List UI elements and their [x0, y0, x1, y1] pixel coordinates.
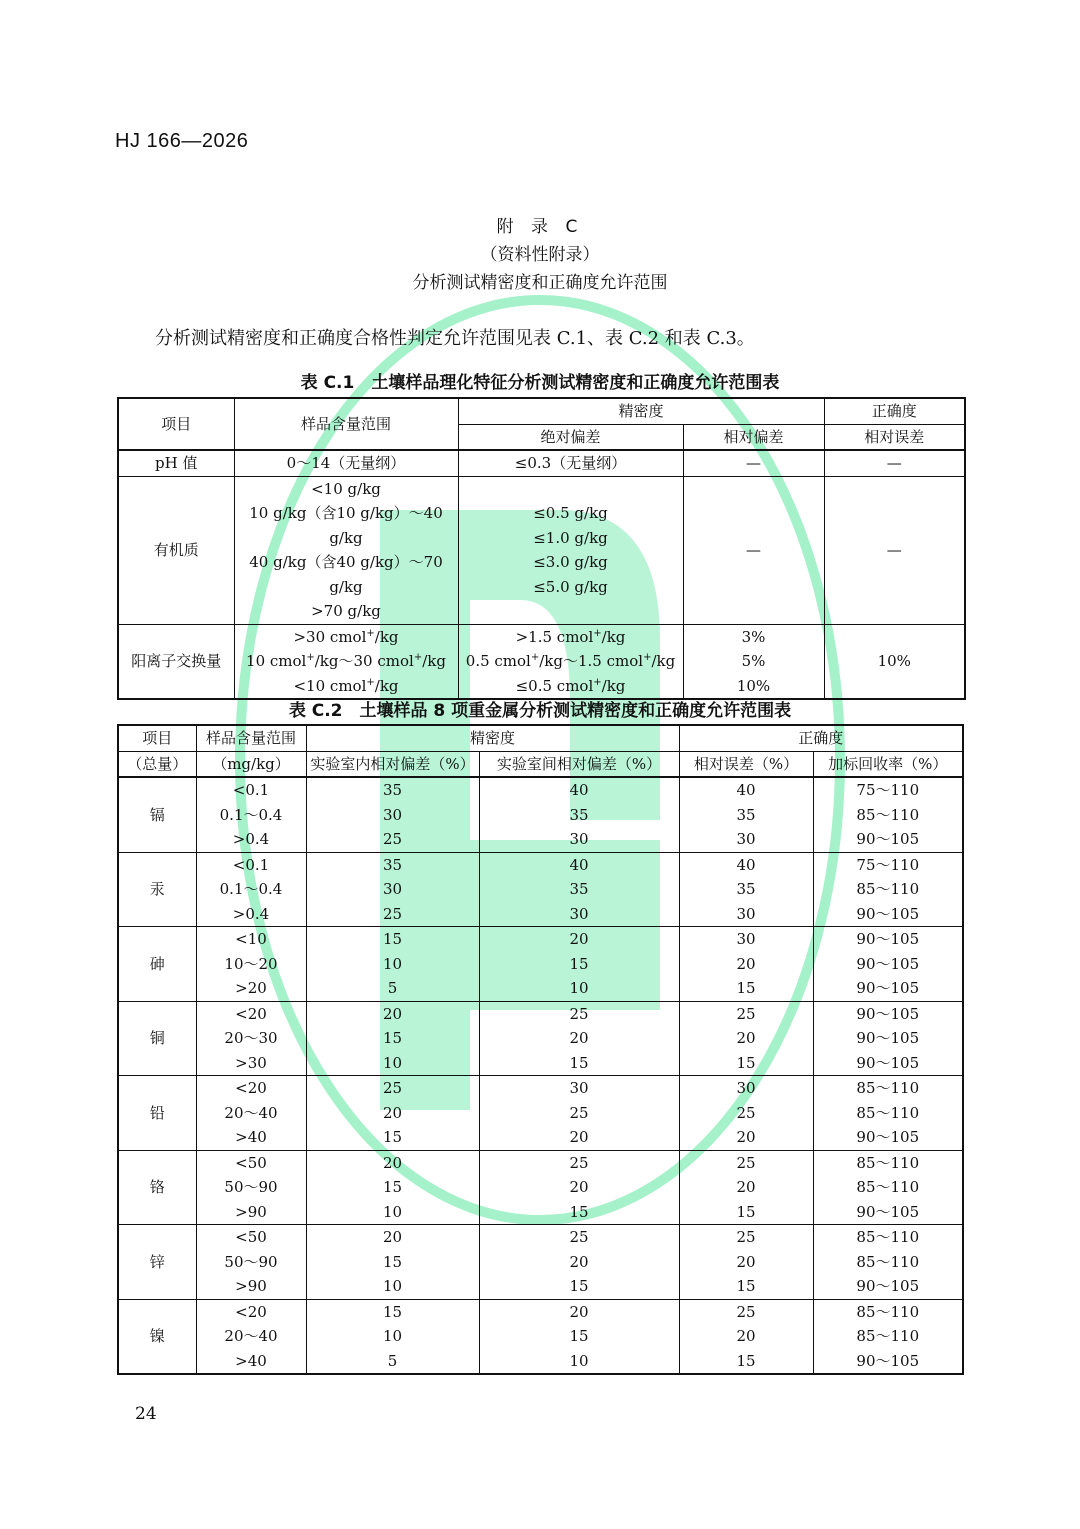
- metal-cell: 20～40: [224, 1103, 278, 1122]
- metal-col-3: [679, 1150, 813, 1225]
- metal-col-4: [813, 1076, 963, 1151]
- metal-cell: 30: [736, 904, 756, 923]
- metal-col-3: [679, 1299, 813, 1374]
- metal-cell: 90～105: [856, 1029, 920, 1047]
- t1-organic-err: —: [824, 476, 965, 624]
- metal-cell: 20: [736, 1327, 756, 1345]
- t1-cec-range: 10 cmol+/kg～30 cmol+/kg: [246, 652, 446, 670]
- metal-col-2: [479, 1225, 679, 1300]
- metal-cell: 30: [569, 830, 589, 848]
- metal-col-1: [306, 1076, 479, 1151]
- t1-header-accuracy: 正确度: [824, 398, 965, 424]
- metal-cell: 40: [736, 855, 756, 874]
- t1-cec-err: 10%: [824, 624, 965, 699]
- t1-ph-err: —: [824, 450, 965, 476]
- table-row: [118, 1299, 963, 1374]
- metal-col-4: [813, 1150, 963, 1225]
- intro-paragraph: 分析测试精密度和正确度合格性判定允许范围见表 C.1、表 C.2 和表 C.3。: [155, 328, 755, 349]
- t1-cec-rel-value: 10%: [736, 676, 771, 695]
- metal-cell: 30: [382, 805, 403, 824]
- metal-cell: 90～105: [856, 1202, 920, 1221]
- metal-cell: 20～40: [224, 1327, 278, 1345]
- metal-cell: >40: [235, 1128, 267, 1146]
- metal-col-0: [196, 1225, 306, 1300]
- metal-cell: 50～90: [224, 1252, 278, 1271]
- metal-cell: 85～110: [856, 1178, 920, 1196]
- metal-cell: <50: [235, 1153, 267, 1172]
- metal-cell: 85～110: [856, 1302, 920, 1321]
- t2-header-recovery: 加标回收率（%）: [813, 751, 963, 777]
- metal-cell: 20: [736, 954, 756, 973]
- table1-caption: 表 C.1 土壤样品理化特征分析测试精密度和正确度允许范围表: [300, 373, 780, 393]
- metal-cell: 30: [736, 1079, 756, 1097]
- metal-cell: 85～110: [856, 1228, 920, 1246]
- metal-col-0: [196, 852, 306, 927]
- metal-cell: 90～105: [856, 930, 920, 948]
- metal-cell: 15: [569, 1277, 589, 1295]
- metal-cell: <20: [235, 1079, 267, 1097]
- t1-organic-abs: [458, 476, 683, 624]
- metal-cell: 20: [569, 1252, 589, 1271]
- metal-cell: 10～20: [224, 954, 278, 973]
- metal-col-3: [679, 1076, 813, 1151]
- metal-name: 砷: [118, 927, 196, 1002]
- metal-cell: <50: [235, 1228, 267, 1246]
- metal-col-1: [306, 1299, 479, 1374]
- t1-cec-rel: [683, 624, 824, 699]
- metal-cell: 15: [736, 1351, 756, 1370]
- metal-cell: >0.4: [232, 830, 270, 848]
- table2-caption: 表 C.2 土壤样品 8 项重金属分析测试精密度和正确度允许范围表: [288, 701, 792, 721]
- metal-cell: 20: [569, 930, 589, 948]
- metal-name: 镉: [118, 777, 196, 852]
- metal-cell: <20: [235, 1302, 267, 1321]
- t1-organic-abs-value: ≤0.5 g/kg: [533, 504, 608, 522]
- metal-name: 锌: [118, 1225, 196, 1300]
- metal-cell: 15: [382, 1029, 403, 1047]
- metal-cell: 90～105: [856, 1004, 920, 1023]
- metal-cell: 20: [382, 1153, 403, 1172]
- table-row: [118, 1076, 963, 1151]
- t1-ph-rel: —: [683, 450, 824, 476]
- metal-cell: 10: [382, 1202, 403, 1221]
- metal-cell: 25: [382, 830, 403, 848]
- metal-cell: 85～110: [856, 1327, 920, 1345]
- metal-name: 镍: [118, 1299, 196, 1374]
- metal-cell: 85～110: [856, 1252, 920, 1271]
- metal-cell: 85～110: [856, 1079, 920, 1097]
- metal-col-4: [813, 927, 963, 1002]
- metal-cell: 35: [382, 781, 403, 799]
- t1-header-precision: 精密度: [458, 398, 824, 424]
- metal-col-1: [306, 927, 479, 1002]
- metal-cell: 15: [736, 1053, 756, 1072]
- metal-cell: 15: [569, 1202, 589, 1221]
- metal-col-2: [479, 1150, 679, 1225]
- metal-cell: 75～110: [856, 781, 920, 799]
- metal-col-4: [813, 852, 963, 927]
- document-id: HJ 166—2026: [115, 130, 249, 152]
- metal-name: 铜: [118, 1001, 196, 1076]
- metal-col-0: [196, 1001, 306, 1076]
- metal-cell: 20: [382, 1228, 403, 1246]
- t1-cec-abs-value: ≤0.5 cmol+/kg: [515, 676, 626, 695]
- metal-cell: 25: [736, 1228, 756, 1246]
- metal-cell: <0.1: [232, 781, 270, 799]
- metal-col-2: [479, 852, 679, 927]
- appendix-subtitle: 分析测试精密度和正确度允许范围: [412, 273, 668, 293]
- metal-cell: 15: [736, 1202, 756, 1221]
- metal-cell: 85～110: [856, 1153, 920, 1172]
- t1-organic-range: 40 g/kg（含40 g/kg）～70 g/kg: [249, 553, 443, 596]
- t2-header-item-sub: （总量）: [118, 751, 196, 777]
- t1-organic-range: >70 g/kg: [311, 602, 381, 620]
- metal-cell: 10: [382, 1053, 403, 1072]
- metal-col-1: [306, 777, 479, 852]
- metal-cell: 75～110: [856, 855, 920, 874]
- metal-cell: 5: [387, 979, 398, 997]
- t1-cec-abs-value: >1.5 cmol+/kg: [515, 627, 626, 646]
- t1-cec-rel-value: 5%: [741, 652, 766, 670]
- metal-cell: 15: [382, 1302, 403, 1321]
- table-row: [118, 852, 963, 927]
- metal-cell: 20～30: [224, 1029, 278, 1047]
- metal-col-4: [813, 777, 963, 852]
- metal-cell: 90～105: [856, 1277, 920, 1295]
- metal-cell: 30: [569, 1079, 589, 1097]
- table-row: [118, 1001, 963, 1076]
- table-row: [118, 927, 963, 1002]
- metal-cell: 30: [382, 880, 403, 898]
- metal-cell: 5: [387, 1351, 398, 1370]
- metal-cell: <0.1: [232, 855, 270, 874]
- metal-cell: 20: [569, 1302, 589, 1321]
- metal-col-4: [813, 1001, 963, 1076]
- t1-ph-range: 0～14（无量纲）: [234, 450, 458, 476]
- metal-cell: 20: [569, 1029, 589, 1047]
- metal-cell: 85～110: [856, 805, 920, 824]
- t1-organic-rel: —: [683, 476, 824, 624]
- metal-cell: 35: [736, 805, 756, 824]
- metal-cell: 90～105: [856, 1053, 920, 1072]
- metal-cell: 25: [382, 1079, 403, 1097]
- t1-cec-ranges: [234, 624, 458, 699]
- metal-cell: 85～110: [856, 1103, 920, 1122]
- metal-name: 铅: [118, 1076, 196, 1151]
- metal-cell: 50～90: [224, 1178, 278, 1196]
- metal-cell: 25: [569, 1103, 589, 1122]
- metal-cell: 90～105: [856, 954, 920, 973]
- metal-cell: 15: [736, 979, 756, 997]
- metal-col-0: [196, 1150, 306, 1225]
- metal-cell: 10: [569, 1351, 589, 1370]
- metal-cell: 25: [382, 904, 403, 923]
- metal-col-3: [679, 777, 813, 852]
- metal-cell: 20: [569, 1128, 589, 1146]
- metal-cell: 15: [736, 1277, 756, 1295]
- metal-col-2: [479, 1076, 679, 1151]
- table-row: [118, 1150, 963, 1225]
- metal-cell: 15: [569, 954, 589, 973]
- metal-cell: 25: [736, 1153, 756, 1172]
- t1-organic-ranges: [234, 476, 458, 624]
- metal-cell: 35: [736, 880, 756, 898]
- metal-col-1: [306, 1150, 479, 1225]
- t1-ph-item: pH 值: [118, 450, 234, 476]
- t1-cec-range: <10 cmol+/kg: [293, 676, 399, 695]
- metal-cell: 35: [569, 805, 589, 824]
- metal-cell: 10: [382, 1327, 403, 1345]
- t2-header-inter: 实验室间相对偏差（%）: [479, 751, 679, 777]
- t2-header-intra: 实验室内相对偏差（%）: [306, 751, 479, 777]
- metal-cell: 90～105: [856, 1351, 920, 1370]
- t1-cec-abs-value: 0.5 cmol+/kg～1.5 cmol+/kg: [465, 652, 676, 670]
- t1-organic-range: 10 g/kg（含10 g/kg）～40 g/kg: [249, 504, 443, 547]
- metal-cell: >0.4: [232, 904, 270, 923]
- metal-col-3: [679, 927, 813, 1002]
- metal-cell: 90～105: [856, 1128, 920, 1146]
- metal-cell: 15: [382, 930, 403, 948]
- metal-cell: 20: [736, 1178, 756, 1196]
- metal-cell: 15: [569, 1327, 589, 1345]
- t1-header-item: 项目: [118, 398, 234, 450]
- t1-organic-abs-value: ≤5.0 g/kg: [533, 577, 608, 596]
- t1-cec-item: 阳离子交换量: [118, 624, 234, 699]
- metal-cell: 25: [736, 1004, 756, 1023]
- metal-cell: 30: [736, 930, 756, 948]
- metal-cell: 90～105: [856, 904, 920, 923]
- metal-cell: 20: [382, 1004, 403, 1023]
- metal-cell: 20: [569, 1178, 589, 1196]
- table-c2: [117, 724, 964, 1375]
- metal-cell: <10: [235, 930, 267, 948]
- metal-cell: 10: [382, 1277, 403, 1295]
- metal-cell: 10: [382, 954, 403, 973]
- metal-col-3: [679, 1225, 813, 1300]
- metal-col-4: [813, 1299, 963, 1374]
- t1-header-rel-err: 相对误差: [824, 424, 965, 450]
- metal-col-4: [813, 1225, 963, 1300]
- t1-header-range: 样品含量范围: [234, 398, 458, 450]
- appendix-title: 附 录 C: [496, 217, 584, 237]
- table-row: [118, 777, 963, 852]
- t1-organic-abs-value: ≤3.0 g/kg: [533, 553, 608, 571]
- t2-header-rel-err: 相对误差（%）: [679, 751, 813, 777]
- metal-cell: 40: [569, 855, 589, 874]
- metal-col-0: [196, 777, 306, 852]
- metal-cell: 25: [569, 1004, 589, 1023]
- metal-name: 汞: [118, 852, 196, 927]
- metal-cell: 30: [736, 830, 756, 848]
- metal-cell: 0.1～0.4: [219, 805, 283, 824]
- t1-organic-item: 有机质: [118, 476, 234, 624]
- metal-col-1: [306, 852, 479, 927]
- page-number: 24: [135, 1404, 157, 1424]
- metal-cell: 30: [569, 904, 589, 923]
- metal-cell: >40: [235, 1351, 267, 1370]
- metal-cell: >20: [235, 979, 267, 997]
- metal-cell: 20: [736, 1029, 756, 1047]
- table-c1: [117, 397, 966, 700]
- t1-cec-abs: [458, 624, 683, 699]
- metal-cell: 15: [382, 1252, 403, 1271]
- metal-cell: 20: [736, 1252, 756, 1271]
- metal-col-2: [479, 927, 679, 1002]
- metal-cell: 40: [736, 781, 756, 799]
- metal-col-0: [196, 927, 306, 1002]
- t1-header-rel-dev: 相对偏差: [683, 424, 824, 450]
- appendix-type: （资料性附录）: [480, 245, 600, 265]
- metal-col-0: [196, 1076, 306, 1151]
- metal-name: 铬: [118, 1150, 196, 1225]
- metal-col-0: [196, 1299, 306, 1374]
- t2-header-precision: 精密度: [306, 725, 679, 751]
- metal-cell: 90～105: [856, 979, 920, 997]
- t1-header-abs-dev: 绝对偏差: [458, 424, 683, 450]
- metal-col-1: [306, 1001, 479, 1076]
- t2-header-range-sub: （mg/kg）: [196, 751, 306, 777]
- metal-col-2: [479, 1001, 679, 1076]
- t2-header-accuracy: 正确度: [679, 725, 963, 751]
- metal-cell: 35: [569, 880, 589, 898]
- metal-cell: 15: [382, 1128, 403, 1146]
- metal-cell: 10: [569, 979, 589, 997]
- metal-cell: >90: [235, 1202, 267, 1221]
- metal-col-3: [679, 852, 813, 927]
- metal-cell: 25: [569, 1228, 589, 1246]
- metal-cell: 15: [569, 1053, 589, 1072]
- metal-cell: >30: [235, 1053, 267, 1072]
- metal-cell: 40: [569, 781, 589, 799]
- t2-header-range: 样品含量范围: [196, 725, 306, 751]
- t2-header-item: 项目: [118, 725, 196, 751]
- metal-cell: 85～110: [856, 880, 920, 898]
- metal-cell: 15: [382, 1178, 403, 1196]
- metal-cell: 90～105: [856, 830, 920, 848]
- t1-organic-abs-value: ≤1.0 g/kg: [533, 528, 608, 547]
- t1-ph-abs: ≤0.3（无量纲）: [458, 450, 683, 476]
- t1-organic-range: <10 g/kg: [311, 479, 381, 498]
- metal-col-1: [306, 1225, 479, 1300]
- table-row: [118, 1225, 963, 1300]
- metal-col-2: [479, 777, 679, 852]
- metal-cell: 0.1～0.4: [219, 880, 283, 898]
- metal-cell: 25: [569, 1153, 589, 1172]
- metal-cell: 25: [736, 1302, 756, 1321]
- metal-cell: >90: [235, 1277, 267, 1295]
- t2-body: [118, 777, 963, 1374]
- t1-cec-rel-value: 3%: [741, 627, 766, 646]
- metal-col-3: [679, 1001, 813, 1076]
- t1-cec-range: >30 cmol+/kg: [293, 627, 399, 646]
- metal-cell: 25: [736, 1103, 756, 1122]
- metal-cell: <20: [235, 1004, 267, 1023]
- metal-cell: 20: [736, 1128, 756, 1146]
- metal-cell: 20: [382, 1103, 403, 1122]
- metal-col-2: [479, 1299, 679, 1374]
- metal-cell: 35: [382, 855, 403, 874]
